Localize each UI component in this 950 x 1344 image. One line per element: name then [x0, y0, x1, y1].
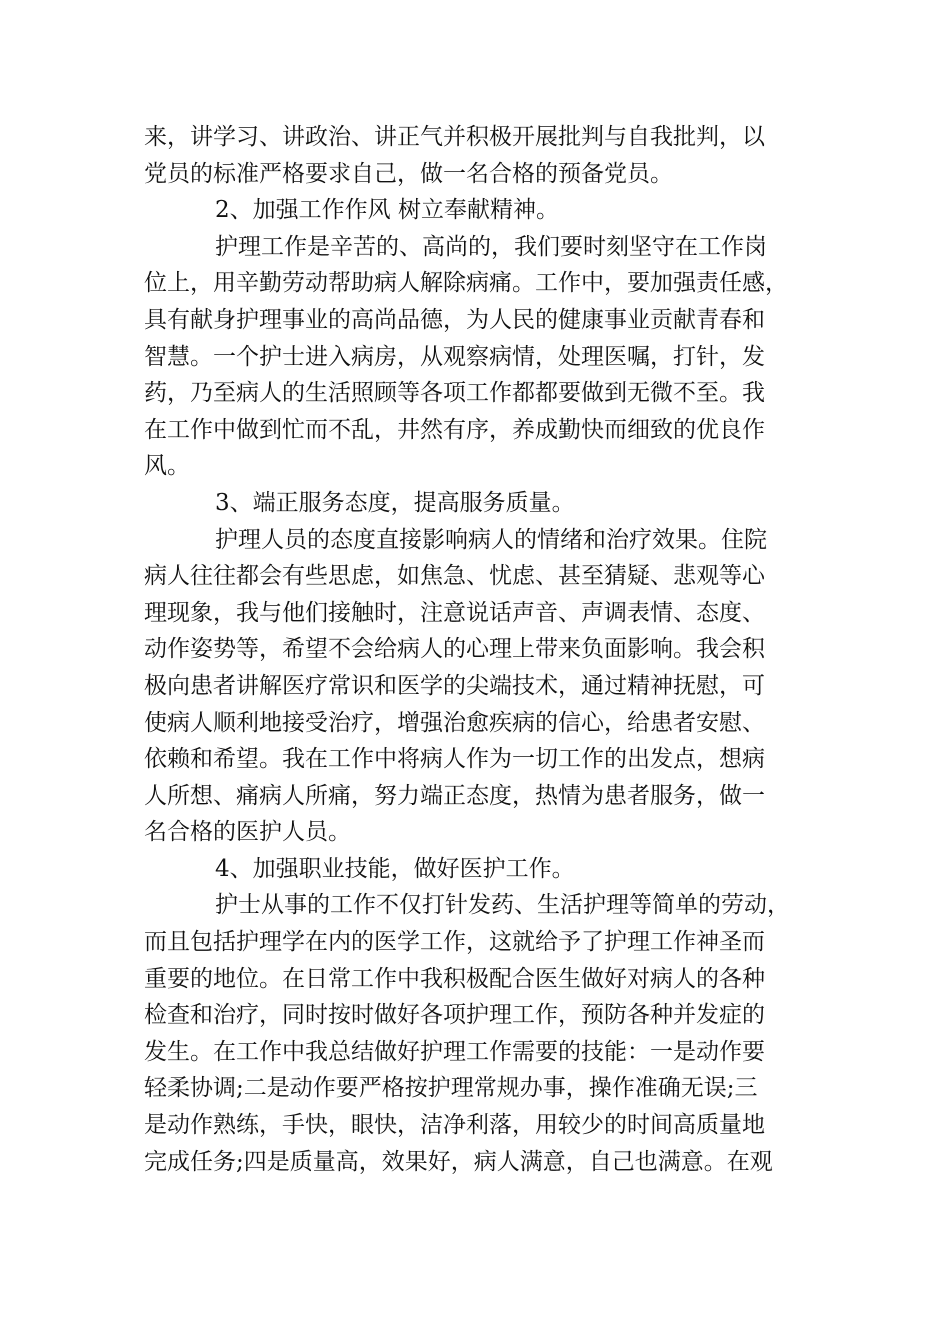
text-line: 极向患者讲解医疗常识和医学的尖端技术，通过精神抚慰，可 — [144, 672, 765, 699]
text-line: 具有献身护理事业的高尚品德，为人民的健康事业贡献青春和 — [144, 306, 765, 333]
text-line: 党员的标准严格要求自己，做一名合格的预备党员。 — [144, 160, 673, 187]
text-line: 依赖和希望。我在工作中将病人作为一切工作的出发点，想病 — [144, 746, 765, 773]
text-line: 轻柔协调;二是动作要严格按护理常规办事，操作准确无误;三 — [144, 1075, 758, 1102]
text-line: 名合格的医护人员。 — [144, 819, 351, 846]
text-line: 位上，用辛勤劳动帮助病人解除病痛。工作中，要加强责任感， — [144, 270, 788, 297]
text-line: 3、端正服务态度，提高服务质量。 — [215, 489, 575, 516]
body-text — [144, 119, 809, 1180]
text-line: 2、加强工作作风 树立奉献精神。 — [215, 197, 559, 224]
text-line: 检查和治疗，同时按时做好各项护理工作，预防各种并发症的 — [144, 1002, 765, 1029]
text-line: 护理人员的态度直接影响病人的情绪和治疗效果。住院 — [215, 526, 767, 553]
text-line: 而且包括护理学在内的医学工作，这就给予了护理工作神圣而 — [144, 929, 765, 956]
text-line: 使病人顺利地接受治疗，增强治愈疾病的信心，给患者安慰、 — [144, 709, 765, 736]
text-line: 重要的地位。在日常工作中我积极配合医生做好对病人的各种 — [144, 965, 765, 992]
text-line: 4、加强职业技能，做好医护工作。 — [215, 855, 575, 882]
text-line: 护士从事的工作不仅打针发药、生活护理等简单的劳动， — [215, 892, 790, 919]
text-line: 是动作熟练，手快，眼快，洁净利落，用较少的时间高质量地 — [144, 1112, 765, 1139]
text-line: 发生。在工作中我总结做好护理工作需要的技能：一是动作要 — [144, 1038, 765, 1065]
text-line: 人所想、痛病人所痛，努力端正态度，热情为患者服务，做一 — [144, 782, 765, 809]
text-line: 完成任务;四是质量高，效果好，病人满意，自己也满意。在观 — [144, 1148, 773, 1175]
text-line: 护理工作是辛苦的、高尚的，我们要时刻坚守在工作岗 — [215, 233, 767, 260]
text-line: 智慧。一个护士进入病房，从观察病情，处理医嘱，打针，发 — [144, 343, 765, 370]
text-line: 在工作中做到忙而不乱，井然有序，养成勤快而细致的优良作 — [144, 416, 765, 443]
text-line: 风。 — [144, 453, 190, 480]
text-line: 理现象，我与他们接触时，注意说话声音、声调表情、态度、 — [144, 599, 765, 626]
text-line: 药，乃至病人的生活照顾等各项工作都都要做到无微不至。我 — [144, 380, 765, 407]
text-line: 病人往往都会有些思虑，如焦急、忧虑、甚至猜疑、悲观等心 — [144, 563, 765, 590]
text-line: 动作姿势等，希望不会给病人的心理上带来负面影响。我会积 — [144, 636, 765, 663]
text-line: 来，讲学习、讲政治、讲正气并积极开展批判与自我批判，以 — [144, 124, 765, 150]
